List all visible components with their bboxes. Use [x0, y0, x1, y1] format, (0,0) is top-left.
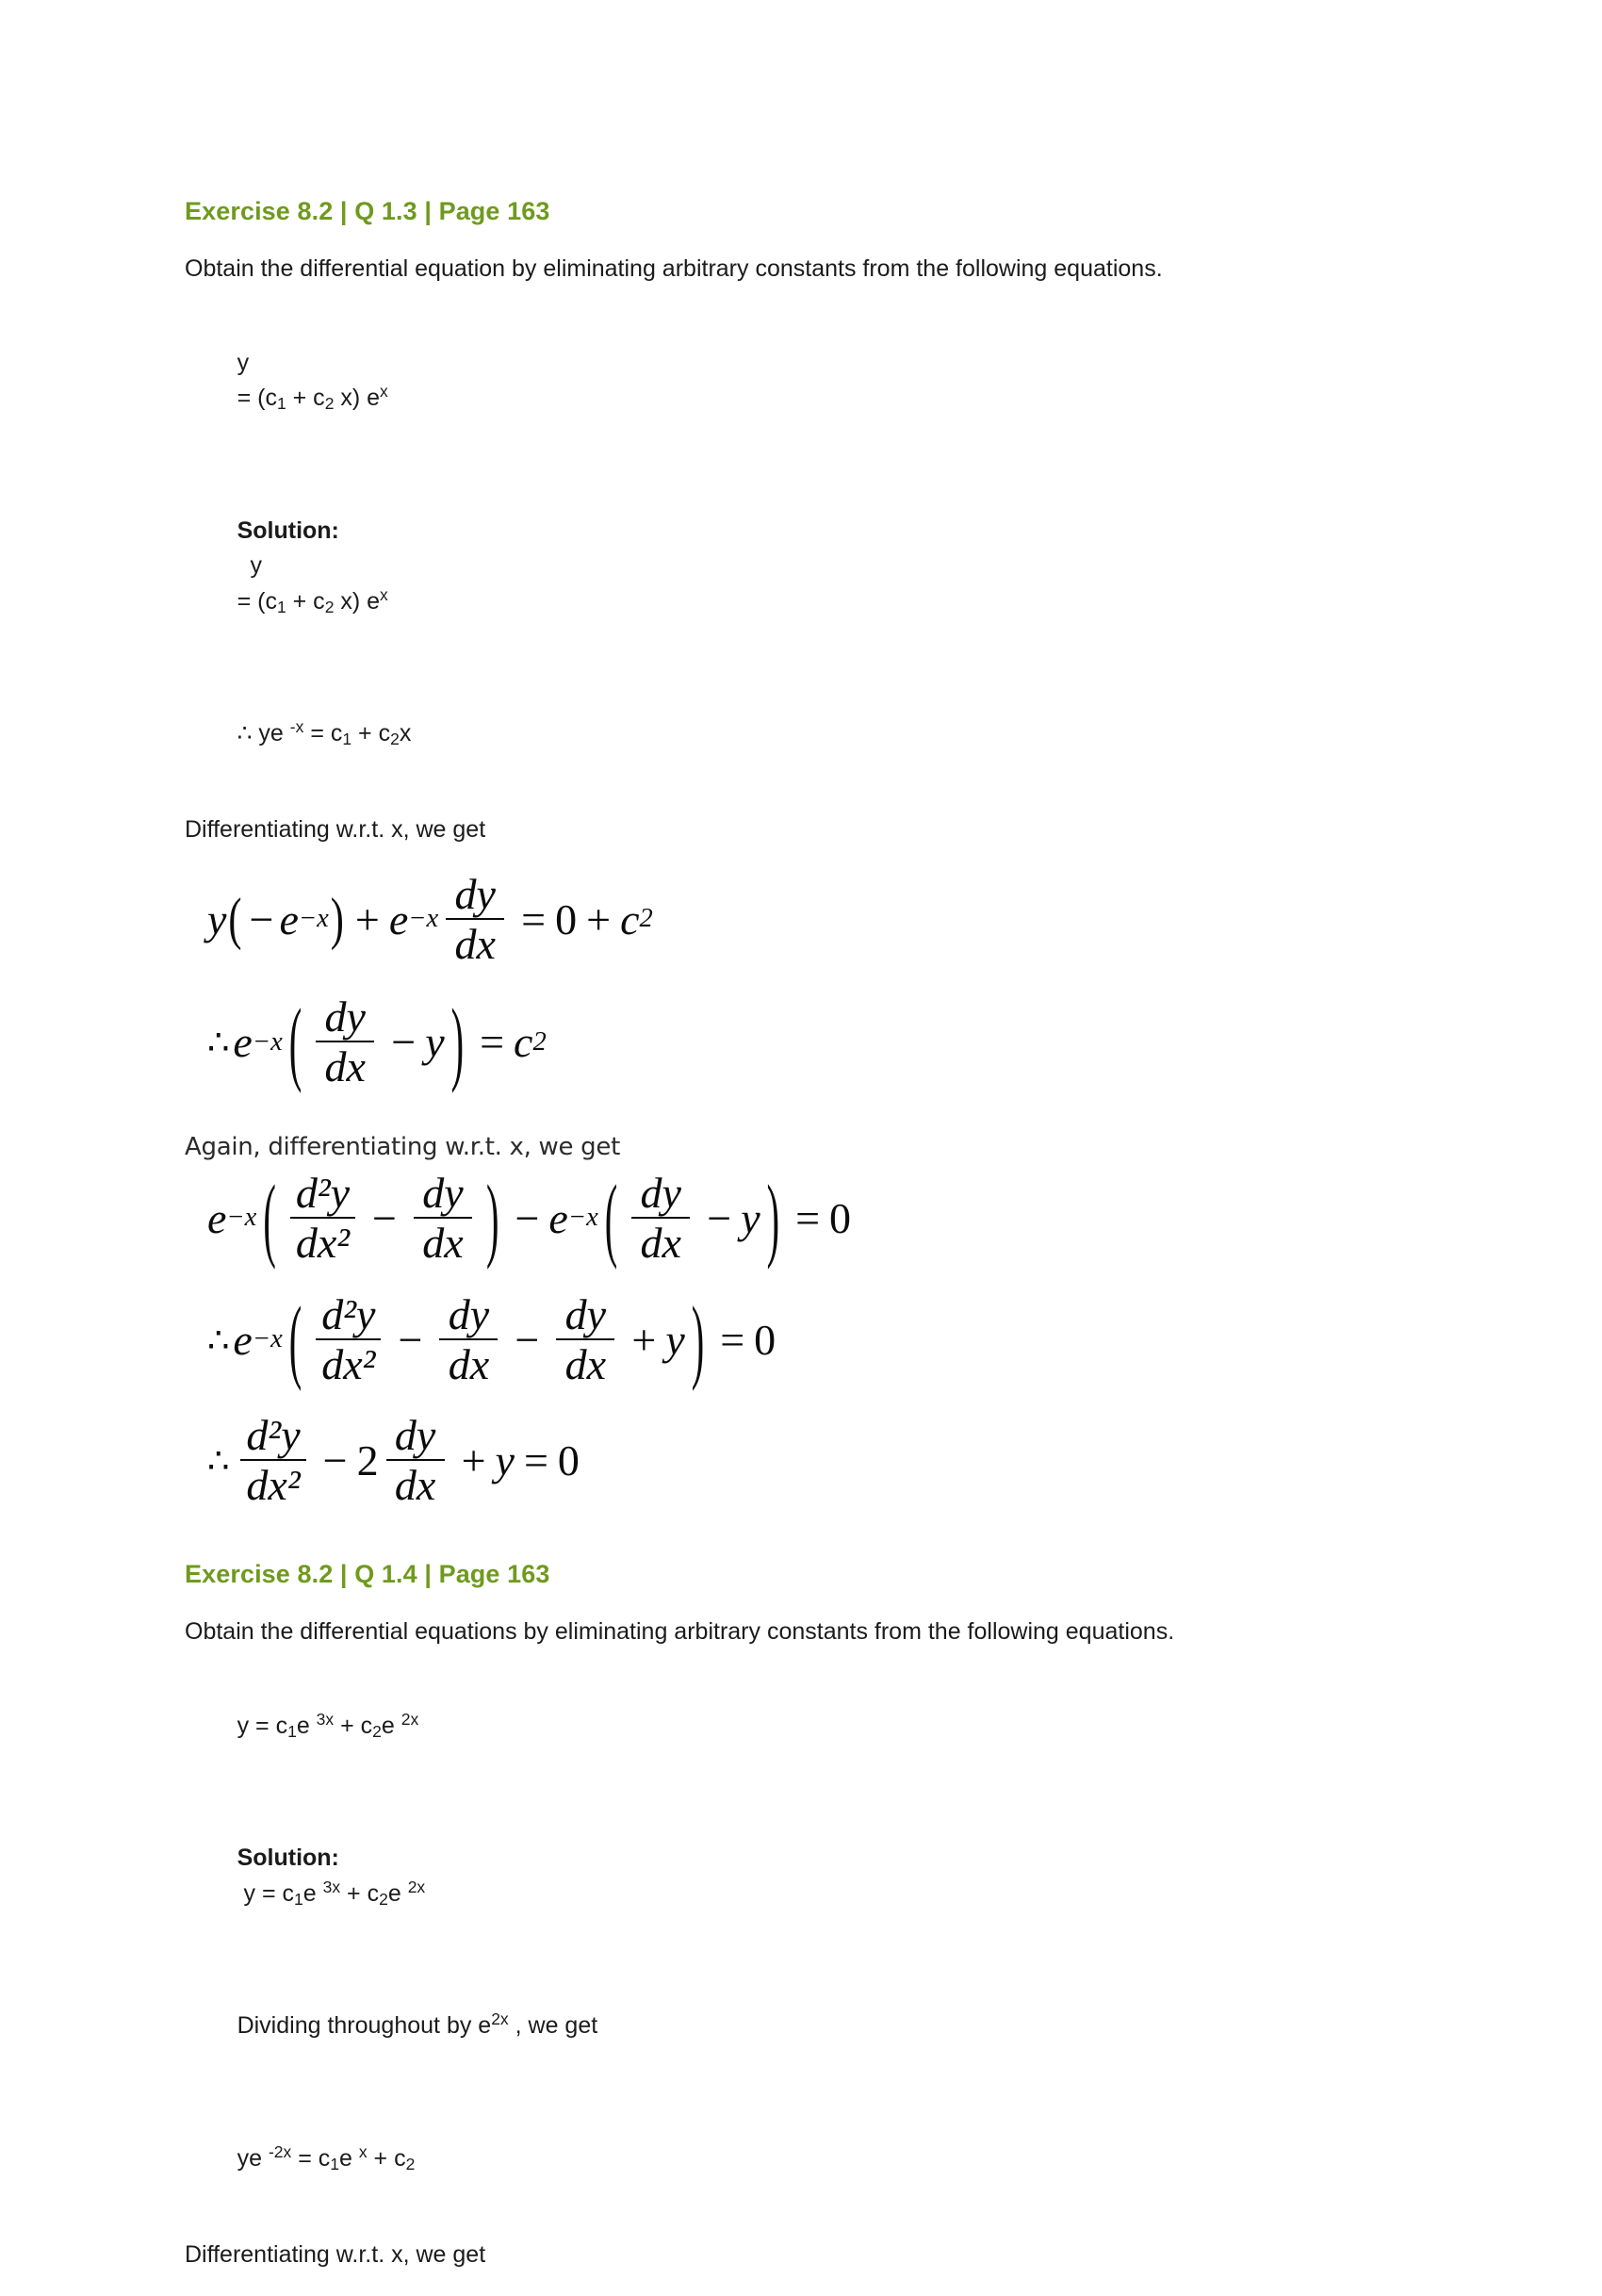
math-equation-5-final — [185, 1413, 1372, 1508]
therefore-ye-plus: + c — [351, 720, 391, 747]
solution-sup: x — [380, 584, 388, 604]
note-again-differentiating: Again, differentiating w.r.t. x, we get — [185, 1133, 620, 1162]
dividing-line-q14 — [185, 1974, 1372, 2080]
given-sub-1: 1 — [276, 394, 286, 414]
eq1-frac-numerator: dy — [454, 869, 496, 918]
eq3-minus-2: − — [515, 1193, 540, 1242]
given-y: y — [237, 349, 250, 376]
eq1-frac-denominator: dx — [454, 919, 496, 968]
given2-y: y = c — [237, 1712, 288, 1739]
eq4-fraction-dy-dx-a — [439, 1289, 498, 1388]
eq5-equals: = — [523, 1436, 548, 1485]
eq4-minus-2: − — [515, 1315, 540, 1364]
eq5-minus: − — [322, 1436, 348, 1485]
eq4-rparen: ) — [691, 1287, 705, 1392]
solution-y: y — [250, 552, 262, 580]
eq5-two: 2 — [356, 1436, 379, 1485]
ye2-sub-1: 1 — [330, 2154, 339, 2173]
eq5-frac1-denominator: dx² — [246, 1461, 301, 1510]
given2-e: e — [296, 1712, 317, 1739]
eq3-rparen: ) — [485, 1166, 499, 1271]
given2-sub-1: 1 — [287, 1721, 297, 1741]
eq3-rparen-2: ) — [766, 1166, 780, 1271]
eq1-plus2: + — [586, 894, 612, 943]
given2-sup-1: 3x — [316, 1709, 335, 1729]
solution2-e2: e — [387, 1879, 408, 1907]
dividing-pre: Dividing throughout by e — [237, 2012, 492, 2040]
given-plus: + c — [286, 385, 325, 412]
eq3-fraction-d2y-dx2 — [290, 1171, 355, 1266]
solution2-sup-2: 2x — [407, 1877, 426, 1896]
math-equation-1: y ( − e −x ) + e −x $\frac{dy}{dx}$ = 0 + c 2 — [207, 869, 653, 968]
given-sub-2: 2 — [324, 394, 335, 414]
eq1-e2: e — [388, 894, 409, 943]
eq2-frac-numerator: dy — [324, 992, 366, 1041]
eq5-frac2-denominator: dx — [394, 1461, 436, 1510]
eq1-y: y — [207, 894, 227, 943]
solution-eq: = (c — [237, 587, 277, 615]
ye2-e: e — [338, 2144, 359, 2172]
solution2-y: y = c — [243, 1879, 295, 1907]
eq1-equals: = — [521, 894, 547, 943]
therefore-ye-eq: = c — [303, 720, 343, 747]
eq3-frac3-denominator: dx — [640, 1218, 681, 1267]
eq5-y: y — [495, 1436, 515, 1485]
page-content — [185, 196, 1372, 2296]
solution2-sub-1: 1 — [294, 1889, 303, 1909]
eq3-e2: e — [548, 1193, 568, 1242]
given-sup: x — [380, 382, 388, 402]
eq1-fraction-dy-dx — [446, 869, 504, 968]
ye2-plus: + c — [367, 2144, 406, 2172]
eq1-zero: 0 — [555, 894, 578, 943]
given-equation-q13 — [185, 310, 1372, 451]
ye-line-q14 — [185, 2106, 1372, 2212]
eq3-equals: = — [795, 1193, 821, 1242]
eq2-rparen: ) — [450, 990, 465, 1094]
eq3-y: y — [741, 1193, 760, 1242]
eq4-frac1-denominator: dx² — [321, 1339, 376, 1388]
eq3-fraction-dy-dx-a — [414, 1171, 472, 1266]
ye2-sup: -2x — [268, 2141, 292, 2161]
solution2-sub-2: 2 — [379, 1889, 388, 1909]
given-equation-q14 — [185, 1673, 1372, 1779]
eq5-fraction-dy-dx — [386, 1413, 445, 1508]
eq3-zero: 0 — [829, 1193, 852, 1242]
eq3-minus-3: − — [707, 1193, 732, 1242]
eq4-frac3-denominator: dx — [564, 1339, 607, 1388]
eq4-y: y — [665, 1315, 685, 1364]
therefore-ye: ∴ ye — [237, 720, 284, 747]
eq5-frac2-numerator: dy — [394, 1411, 436, 1460]
eq2-c: c — [514, 1018, 533, 1067]
eq2-fraction-dy-dx — [316, 994, 374, 1090]
solution-equation-q13 — [185, 478, 1372, 655]
given2-e2: e — [381, 1712, 401, 1739]
eq2-y: y — [425, 1018, 445, 1067]
given2-sub-2: 2 — [372, 1721, 382, 1741]
question-text-q14: Obtain the differential equations by eliminating arbitrary constants from the following equations. — [185, 1617, 1175, 1645]
eq3-frac2-numerator: dy — [422, 1169, 464, 1218]
solution2-plus: + c — [340, 1879, 380, 1907]
eq3-lparen: ( — [263, 1166, 276, 1271]
ye2-eq: = c — [291, 2144, 331, 2172]
note-differentiating-q13: Differentiating w.r.t. x, we get — [185, 816, 486, 844]
therefore-ye-sup: -x — [289, 717, 304, 737]
solution-sub-1: 1 — [276, 597, 286, 616]
eq4-plus: + — [631, 1315, 657, 1364]
eq5-therefore: ∴ — [207, 1441, 230, 1481]
dividing-post: , we get — [508, 2012, 598, 2040]
section-q13 — [185, 196, 1372, 1508]
eq4-frac2-denominator: dx — [448, 1339, 490, 1388]
therefore-ye-line-q13 — [185, 681, 1372, 788]
eq5-zero: 0 — [557, 1436, 580, 1485]
eq4-lparen: ( — [288, 1287, 302, 1392]
eq2-e: e — [233, 1018, 253, 1067]
solution-rest: x) e — [334, 587, 381, 615]
eq1-lparen: ( — [228, 887, 242, 952]
solution2-e: e — [302, 1879, 323, 1907]
eq4-frac3-numerator: dy — [564, 1289, 607, 1338]
given2-plus: + c — [334, 1712, 373, 1739]
eq2-lparen: ( — [288, 990, 302, 1094]
given2-sup-2: 2x — [400, 1709, 419, 1729]
solution-plus: + c — [286, 587, 325, 615]
eq1-c: c — [620, 894, 640, 943]
math-equation-4: ∴ e −x ( $\frac{\text{d²y}}{\text{dx²}}$ − $\frac{dy}{dx}$ − $\frac{dy}{dx}$ + y ) = 0 — [185, 1292, 1372, 1387]
solution-label-q14: Solution: — [237, 1845, 339, 1872]
math-equation-3: e −x ( $\frac{\text{d²y}}{\text{dx²}}$ − $\frac{dy}{dx}$ ) − e −x ( $\frac{dy}{dx}$ − y ) = 0 — [185, 1171, 1372, 1266]
math-equation-2: ∴ e −x ( $\frac{dy}{dx}$ − y ) = c 2 — [185, 994, 1372, 1090]
solution2-sup-1: 3x — [322, 1877, 341, 1896]
eq4-therefore: ∴ — [207, 1320, 230, 1359]
eq2-frac-denominator: dx — [324, 1042, 366, 1091]
eq3-frac3-numerator: dy — [640, 1169, 681, 1218]
eq5-fraction-d2y-dx2 — [240, 1413, 305, 1508]
section-heading-q13: Exercise 8.2 | Q 1.3 | Page 163 — [185, 197, 550, 225]
eq1-rparen: ) — [330, 887, 344, 952]
section-q14 — [185, 1559, 1372, 2271]
ye2-sup-2: x — [358, 2141, 368, 2161]
eq5-frac1-numerator: d²y — [246, 1411, 301, 1460]
eq2-therefore: ∴ — [207, 1023, 230, 1062]
given-rest: x) e — [334, 385, 381, 412]
ye2-ye: ye — [237, 2144, 269, 2172]
eq4-fraction-dy-dx-b — [556, 1289, 614, 1388]
eq1-plus: + — [354, 894, 380, 943]
eq4-e: e — [233, 1315, 253, 1364]
solution-label-q13: Solution: — [237, 517, 339, 544]
eq3-frac2-denominator: dx — [422, 1218, 464, 1267]
therefore-ye-tail: x — [399, 720, 412, 747]
therefore-ye-sub1: 1 — [342, 730, 352, 749]
eq3-frac1-numerator: d²y — [295, 1169, 351, 1218]
eq3-e: e — [207, 1193, 227, 1242]
given-eq: = (c — [237, 385, 277, 412]
eq4-equals: = — [720, 1315, 745, 1364]
eq3-frac1-denominator: dx² — [295, 1218, 351, 1267]
eq4-frac1-numerator: d²y — [321, 1289, 376, 1338]
eq1-e: e — [279, 894, 299, 943]
therefore-ye-sub2: 2 — [390, 730, 400, 749]
note-differentiating-q14: Differentiating w.r.t. x, we get — [185, 2240, 486, 2268]
dividing-sup: 2x — [491, 2009, 509, 2029]
section-heading-q14: Exercise 8.2 | Q 1.4 | Page 163 — [185, 1560, 550, 1589]
eq4-zero: 0 — [754, 1315, 776, 1364]
eq1-minus: − — [249, 894, 274, 943]
solution-equation-q14 — [185, 1806, 1372, 1947]
eq2-minus: − — [391, 1018, 417, 1067]
eq5-plus: + — [461, 1436, 486, 1485]
question-text-q13: Obtain the differential equation by eliminating arbitrary constants from the following equations. — [185, 254, 1163, 282]
eq4-minus-1: − — [398, 1315, 423, 1364]
ye2-sub-2: 2 — [405, 2154, 416, 2173]
eq2-equals: = — [480, 1018, 505, 1067]
eq4-frac2-numerator: dy — [448, 1289, 490, 1338]
eq3-fraction-dy-dx-b — [631, 1171, 690, 1266]
solution-sub-2: 2 — [324, 597, 335, 616]
eq3-lparen-2: ( — [604, 1166, 618, 1271]
eq3-minus-1: − — [372, 1193, 397, 1242]
eq4-fraction-d2y-dx2 — [316, 1289, 381, 1388]
